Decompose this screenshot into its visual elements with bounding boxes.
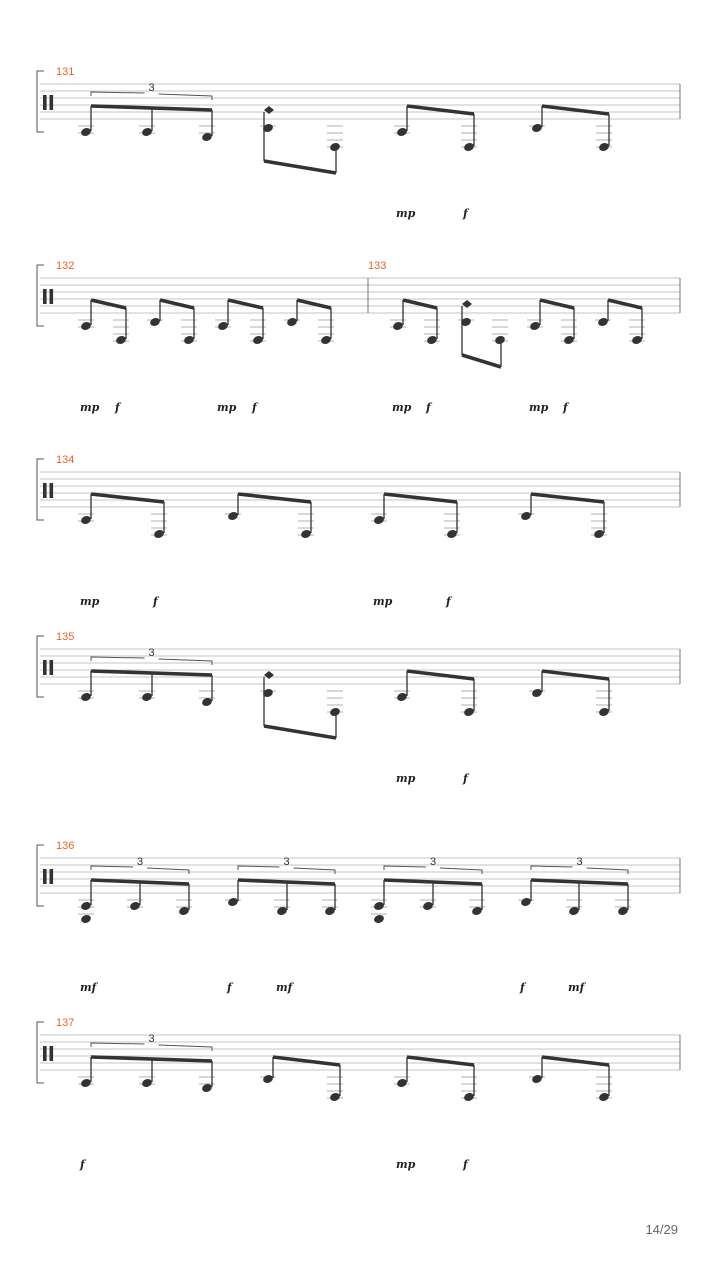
note-head	[217, 321, 229, 332]
note-beam	[531, 880, 628, 884]
dynamic-marking: f	[115, 401, 120, 414]
note-head	[598, 142, 610, 153]
dynamic-marking: f	[463, 1158, 468, 1171]
note-head	[520, 511, 532, 522]
tuplet-number: 3	[137, 856, 144, 868]
note-head	[329, 707, 341, 718]
note-head	[396, 692, 408, 703]
note-beam	[228, 300, 263, 308]
note-head	[463, 142, 475, 153]
note-head	[529, 321, 541, 332]
percussion-clef-icon	[43, 95, 47, 110]
note-head	[563, 335, 575, 346]
dynamic-marking: mp	[373, 595, 393, 608]
note-head	[631, 335, 643, 346]
measure-number: 137	[56, 1017, 75, 1029]
note-beam	[264, 726, 336, 738]
note-head	[80, 1078, 92, 1089]
dynamic-marking: mp	[396, 772, 416, 785]
note-beam	[91, 106, 212, 110]
percussion-clef-icon	[50, 289, 54, 304]
note-head	[129, 901, 141, 912]
dynamic-marking: f	[252, 401, 257, 414]
note-beam	[297, 300, 331, 308]
cymbal-note-icon	[462, 300, 472, 308]
note-head	[593, 529, 605, 540]
percussion-clef-icon	[43, 483, 47, 498]
note-head	[80, 901, 92, 912]
percussion-clef-icon	[50, 483, 54, 498]
tuplet-number: 3	[576, 856, 583, 868]
note-head	[141, 692, 153, 703]
note-head	[597, 317, 609, 328]
system-bracket	[37, 459, 44, 520]
measure-number: 134	[56, 454, 75, 466]
note-beam	[542, 1057, 609, 1065]
note-head	[286, 317, 298, 328]
dynamic-marking: f	[463, 772, 468, 785]
page-number: 14/29	[645, 1222, 678, 1237]
percussion-clef-icon	[43, 289, 47, 304]
tuplet-number: 3	[148, 1033, 155, 1045]
note-beam	[540, 300, 574, 308]
measure-number: 131	[56, 66, 75, 78]
note-head	[329, 142, 341, 153]
note-beam	[384, 494, 457, 502]
staff-system	[37, 1017, 680, 1171]
note-head	[422, 901, 434, 912]
note-beam	[160, 300, 194, 308]
percussion-clef-icon	[50, 1046, 54, 1061]
note-head	[227, 511, 239, 522]
note-head	[141, 1078, 153, 1089]
percussion-clef-icon	[43, 869, 47, 884]
dynamic-marking: mf	[276, 981, 293, 994]
dynamic-marking: mp	[80, 401, 100, 414]
dynamic-marking: f	[153, 595, 158, 608]
note-beam	[542, 106, 609, 114]
note-beam	[608, 300, 642, 308]
note-head	[531, 1074, 543, 1085]
note-head	[426, 335, 438, 346]
tuplet-number: 3	[283, 856, 290, 868]
dynamic-marking: f	[227, 981, 232, 994]
dynamic-marking: f	[446, 595, 451, 608]
dynamic-marking: f	[426, 401, 431, 414]
dynamic-marking: mf	[80, 981, 97, 994]
cymbal-note-icon	[264, 671, 274, 679]
cymbal-note-icon	[264, 106, 274, 114]
dynamic-marking: f	[520, 981, 525, 994]
system-bracket	[37, 265, 44, 326]
measure-number: 132	[56, 260, 75, 272]
system-bracket	[37, 845, 44, 906]
measure-number: 136	[56, 840, 75, 852]
staff-system	[37, 454, 680, 608]
note-beam	[462, 355, 501, 367]
staff-system	[37, 66, 680, 220]
note-beam	[264, 161, 336, 173]
note-head	[598, 707, 610, 718]
note-head	[329, 1092, 341, 1103]
note-beam	[403, 300, 437, 308]
note-head	[80, 692, 92, 703]
note-head	[373, 901, 385, 912]
note-head	[520, 897, 532, 908]
note-beam	[384, 880, 482, 884]
note-head	[396, 127, 408, 138]
note-beam	[542, 671, 609, 679]
note-beam	[91, 671, 212, 675]
percussion-clef-icon	[50, 660, 54, 675]
note-head	[396, 1078, 408, 1089]
note-head	[80, 127, 92, 138]
note-beam	[91, 494, 164, 502]
system-bracket	[37, 636, 44, 697]
note-head	[80, 515, 92, 526]
note-head	[252, 335, 264, 346]
staff-system	[37, 631, 680, 785]
note-head	[300, 529, 312, 540]
dynamic-marking: mp	[217, 401, 237, 414]
note-head	[446, 529, 458, 540]
note-head	[320, 335, 332, 346]
note-beam	[407, 106, 474, 114]
dynamic-marking: mp	[396, 207, 416, 220]
note-head	[227, 897, 239, 908]
note-beam	[407, 1057, 474, 1065]
dynamic-marking: f	[80, 1158, 85, 1171]
note-head	[373, 515, 385, 526]
dynamic-marking: mp	[80, 595, 100, 608]
percussion-clef-icon	[43, 660, 47, 675]
note-head	[153, 529, 165, 540]
system-bracket	[37, 71, 44, 132]
note-head	[183, 335, 195, 346]
note-beam	[91, 880, 189, 884]
dynamic-marking: mp	[392, 401, 412, 414]
note-head	[141, 127, 153, 138]
note-head	[463, 1092, 475, 1103]
note-beam	[238, 880, 335, 884]
note-beam	[407, 671, 474, 679]
note-head	[115, 335, 127, 346]
percussion-clef-icon	[50, 95, 54, 110]
note-beam	[91, 300, 126, 308]
note-head	[262, 1074, 274, 1085]
dynamic-marking: f	[563, 401, 568, 414]
note-head	[392, 321, 404, 332]
note-head	[598, 1092, 610, 1103]
note-beam	[273, 1057, 340, 1065]
measure-number: 135	[56, 631, 75, 643]
staff-system	[37, 840, 680, 994]
tuplet-number: 3	[148, 82, 155, 94]
dynamic-marking: f	[463, 207, 468, 220]
percussion-clef-icon	[43, 1046, 47, 1061]
dynamic-marking: mf	[568, 981, 585, 994]
note-head	[373, 914, 385, 925]
note-head	[494, 335, 506, 346]
note-head	[531, 123, 543, 134]
note-beam	[91, 1057, 212, 1061]
dynamic-marking: mp	[529, 401, 549, 414]
tuplet-number: 3	[430, 856, 437, 868]
note-beam	[531, 494, 604, 502]
measure-number: 133	[368, 260, 387, 272]
percussion-clef-icon	[50, 869, 54, 884]
note-head	[531, 688, 543, 699]
tuplet-number: 3	[148, 647, 155, 659]
staff-system	[37, 260, 680, 414]
note-head	[463, 707, 475, 718]
note-head	[80, 321, 92, 332]
note-head	[149, 317, 161, 328]
dynamic-marking: mp	[396, 1158, 416, 1171]
note-beam	[238, 494, 311, 502]
note-head	[80, 914, 92, 925]
system-bracket	[37, 1022, 44, 1083]
